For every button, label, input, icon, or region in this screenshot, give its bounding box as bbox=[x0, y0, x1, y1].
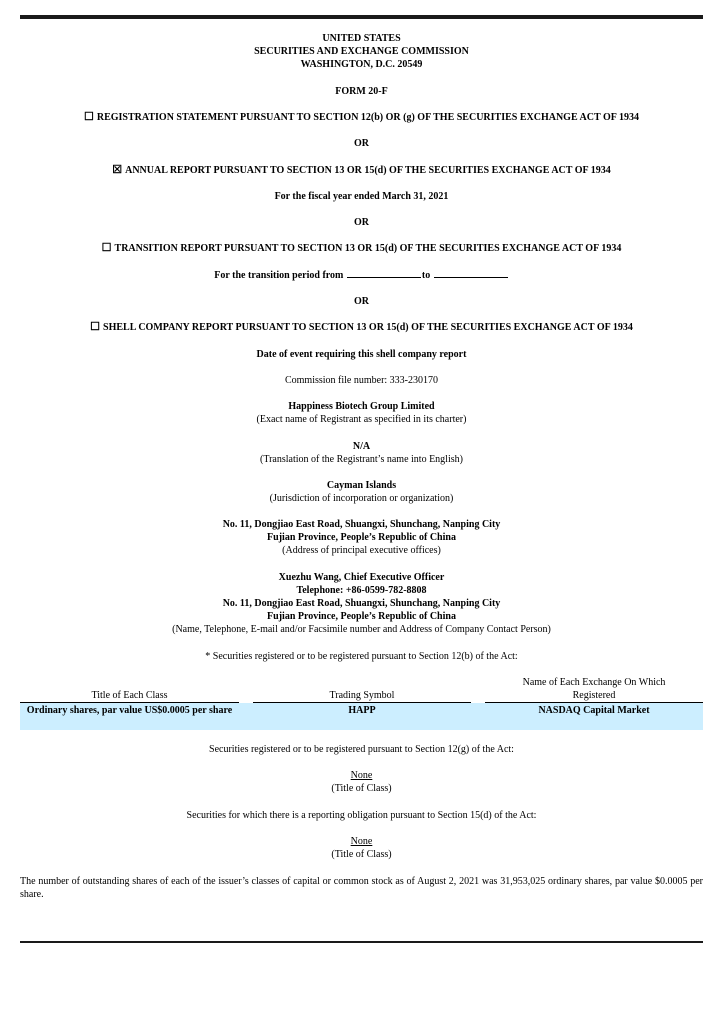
jurisdiction: Cayman Islands bbox=[326, 480, 397, 491]
section-15d-intro: Securities for which there is a reporting obligation pursuant to Section 15(d) of the Act: bbox=[186, 810, 537, 821]
shell-company-option[interactable] bbox=[20, 321, 703, 334]
transition-report-checkbox[interactable]: ☐ bbox=[101, 242, 112, 254]
table-cell-class: Ordinary shares, par value US$0.0005 per share bbox=[20, 703, 239, 730]
section-12b-intro: * Securities registered or to be registered pursuant to Section 12(b) of the Act: bbox=[205, 651, 518, 662]
contact-address-line-2: Fujian Province, People’s Republic of China bbox=[267, 611, 456, 622]
table-cell-exchange: NASDAQ Capital Market bbox=[485, 703, 703, 730]
section-12g-value: None bbox=[350, 770, 373, 781]
annual-report-option[interactable] bbox=[20, 164, 703, 177]
shell-event-line: Date of event requiring this shell company report bbox=[256, 349, 467, 360]
commission-file-number: Commission file number: 333-230170 bbox=[284, 375, 439, 386]
table-header-exchange: Name of Each Exchange On Which Registered bbox=[485, 676, 703, 704]
form-title: FORM 20-F bbox=[335, 86, 388, 97]
principal-address-line-1: No. 11, Dongjiao East Road, Shuangxi, Shunchang, Nanping City bbox=[222, 519, 501, 530]
transition-report-option[interactable] bbox=[20, 242, 703, 255]
principal-address-caption: (Address of principal executive offices) bbox=[282, 545, 441, 556]
registration-checkbox[interactable]: ☐ bbox=[83, 111, 94, 123]
registration-statement-label: REGISTRATION STATEMENT PURSUANT TO SECTION 12(b) OR (g) OF THE SECURITIES EXCHANGE ACT OF 1934 bbox=[96, 112, 640, 123]
or-separator-3: OR bbox=[354, 296, 369, 307]
fiscal-year-line: For the fiscal year ended March 31, 2021 bbox=[274, 191, 449, 202]
contact-phone: Telephone: +86-0599-782-8808 bbox=[296, 585, 427, 596]
table-row-gap-1 bbox=[239, 703, 253, 730]
shell-company-label: SHELL COMPANY REPORT PURSUANT TO SECTION 13 OR 15(d) OF THE SECURITIES EXCHANGE ACT OF 1934 bbox=[103, 322, 633, 333]
table-header-class: Title of Each Class bbox=[20, 676, 239, 704]
transition-to-blank[interactable] bbox=[434, 268, 508, 278]
transition-report-label: TRANSITION REPORT PURSUANT TO SECTION 13 OR 15(d) OF THE SECURITIES EXCHANGE ACT OF 1934 bbox=[114, 243, 622, 254]
table-cell-symbol: HAPP bbox=[253, 703, 471, 730]
jurisdiction-caption: (Jurisdiction of incorporation or organization) bbox=[269, 493, 454, 504]
table-header-symbol: Trading Symbol bbox=[253, 676, 471, 704]
top-rule bbox=[20, 15, 703, 19]
section-15d-caption: (Title of Class) bbox=[331, 849, 392, 860]
shell-company-checkbox[interactable]: ☐ bbox=[90, 321, 101, 333]
section-12g-intro: Securities registered or to be registered pursuant to Section 12(g) of the Act: bbox=[209, 744, 514, 755]
header-line-1: UNITED STATES bbox=[322, 33, 401, 44]
or-separator-1: OR bbox=[354, 138, 369, 149]
registrant-name-caption: (Exact name of Registrant as specified in its charter) bbox=[256, 414, 467, 425]
bottom-rule bbox=[20, 941, 703, 943]
transition-from-blank[interactable] bbox=[347, 268, 421, 278]
table-row-gap-2 bbox=[471, 703, 485, 730]
or-separator-2: OR bbox=[354, 217, 369, 228]
transition-period-line bbox=[20, 268, 703, 282]
registration-statement-option[interactable] bbox=[20, 111, 703, 124]
annual-report-checkbox[interactable]: ☒ bbox=[112, 164, 123, 176]
transition-period-prefix: For the transition period from bbox=[214, 270, 344, 281]
contact-name: Xuezhu Wang, Chief Executive Officer bbox=[278, 572, 445, 583]
registrant-translation-caption: (Translation of the Registrant’s name into English) bbox=[260, 454, 463, 465]
section-15d-value: None bbox=[350, 836, 373, 847]
registrant-translation: N/A bbox=[352, 441, 371, 452]
registrant-name: Happiness Biotech Group Limited bbox=[288, 401, 435, 412]
section-12g-caption: (Title of Class) bbox=[331, 783, 392, 794]
contact-caption: (Name, Telephone, E-mail and/or Facsimile number and Address of Company Contact Person) bbox=[172, 624, 551, 635]
header-line-2: SECURITIES AND EXCHANGE COMMISSION bbox=[254, 46, 469, 57]
transition-period-to: to bbox=[421, 270, 431, 281]
outstanding-shares-statement: The number of outstanding shares of each of the issuer’s classes of capital or common stock as of August 2, 2021 was 31,953,025 ordinary shares, par value $0.0005 per share. bbox=[20, 876, 703, 900]
annual-report-label: ANNUAL REPORT PURSUANT TO SECTION 13 OR 15(d) OF THE SECURITIES EXCHANGE ACT OF 1934 bbox=[125, 165, 611, 176]
contact-address-line-1: No. 11, Dongjiao East Road, Shuangxi, Shunchang, Nanping City bbox=[222, 598, 501, 609]
header-line-3: WASHINGTON, D.C. 20549 bbox=[300, 59, 423, 70]
principal-address-line-2: Fujian Province, People’s Republic of China bbox=[267, 532, 456, 543]
